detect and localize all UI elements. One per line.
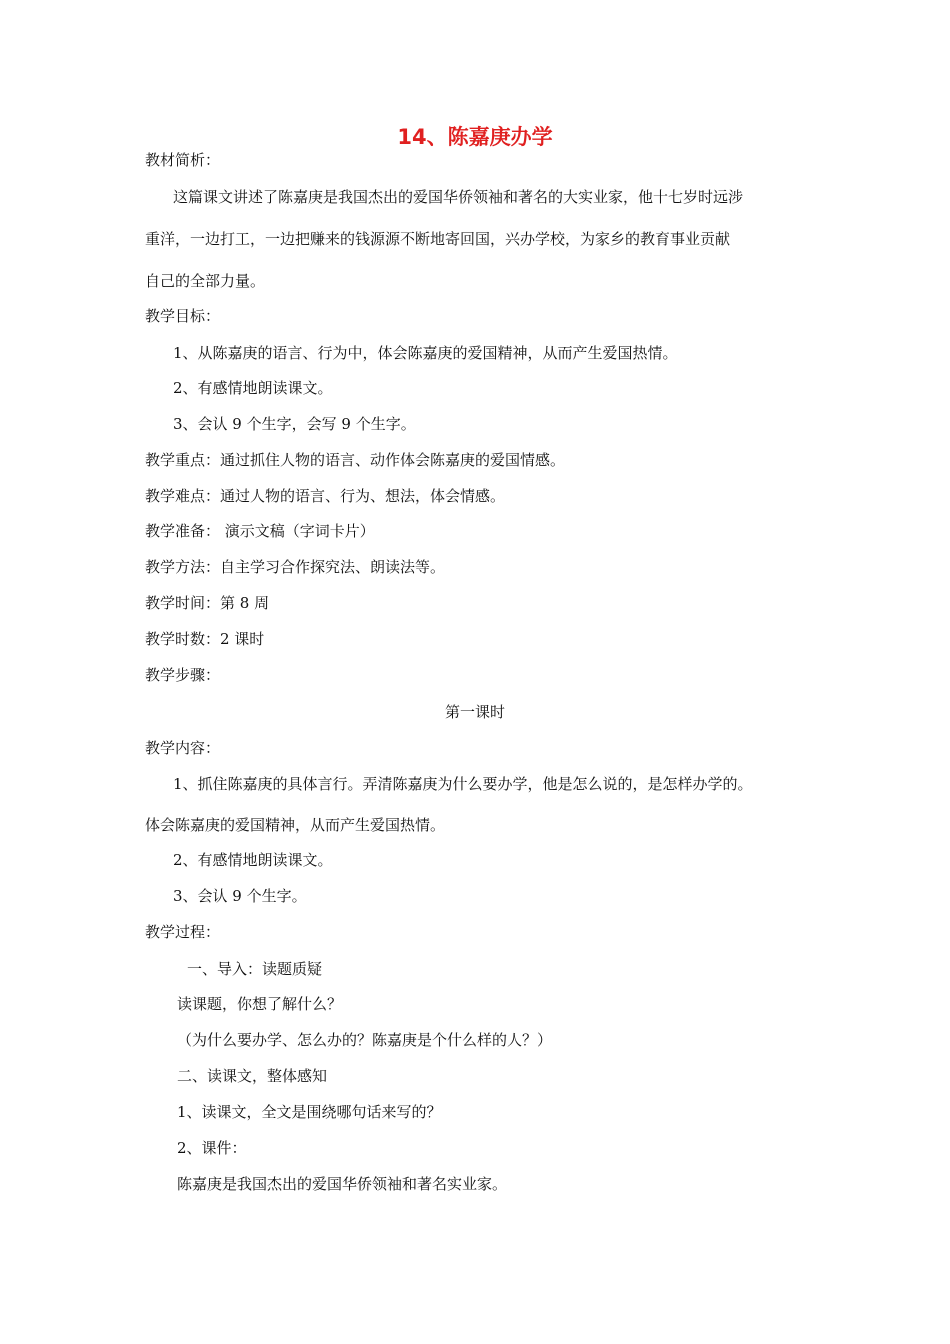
process-step-heading: 一、导入：读题质疑 [187, 960, 323, 978]
section-label-goals: 教学目标： [145, 307, 221, 325]
process-text: 陈嘉庚是我国杰出的爱国华侨领袖和著名实业家。 [177, 1175, 508, 1193]
content-item: 1、抓住陈嘉庚的具体言行。弄清陈嘉庚为什么要办学，他是怎么说的，是怎样办学的。 [173, 775, 753, 793]
process-text: （为什么要办学、怎么办的？陈嘉庚是个什么样的人？） [177, 1031, 553, 1049]
time-line: 教学时间：第 8 周 [145, 594, 270, 612]
goal-item: 2、有感情地朗读课文。 [173, 379, 333, 397]
analysis-paragraph-line: 自己的全部力量。 [145, 272, 266, 290]
process-text: 2、课件： [177, 1139, 247, 1157]
analysis-paragraph-line: 这篇课文讲述了陈嘉庚是我国杰出的爱国华侨领袖和著名的大实业家，他十七岁时远涉 [173, 188, 744, 206]
process-step-heading: 二、读课文，整体感知 [177, 1067, 328, 1085]
preparation-line: 教学准备： 演示文稿（字词卡片） [145, 522, 375, 540]
section-label-content: 教学内容： [145, 739, 221, 757]
section-label-steps: 教学步骤： [145, 666, 221, 684]
content-item: 2、有感情地朗读课文。 [173, 851, 333, 869]
section-label-process: 教学过程： [145, 923, 221, 941]
process-text: 1、读课文，全文是围绕哪句话来写的？ [177, 1103, 442, 1121]
goal-item: 3、会认 9 个生字，会写 9 个生字。 [173, 415, 416, 433]
section-label-textbook-analysis: 教材简析： [145, 151, 221, 169]
lesson-heading: 第一课时 [444, 703, 505, 721]
goal-item: 1、从陈嘉庚的语言、行为中，体会陈嘉庚的爱国精神，从而产生爱国热情。 [173, 344, 678, 362]
content-item-continued: 体会陈嘉庚的爱国精神，从而产生爱国热情。 [145, 816, 446, 834]
key-points-line: 教学重点：通过抓住人物的语言、动作体会陈嘉庚的爱国情感。 [145, 451, 566, 469]
hours-line: 教学时数：2 课时 [145, 630, 265, 648]
content-item: 3、会认 9 个生字。 [173, 887, 307, 905]
analysis-paragraph-line: 重洋，一边打工，一边把赚来的钱源源不断地寄回国，兴办学校，为家乡的教育事业贡献 [145, 230, 731, 248]
process-text: 读课题，你想了解什么？ [177, 995, 343, 1013]
difficult-points-line: 教学难点：通过人物的语言、行为、想法，体会情感。 [145, 487, 506, 505]
method-line: 教学方法：自主学习合作探究法、朗读法等。 [145, 558, 446, 576]
page-title: 14、陈嘉庚办学 [397, 125, 553, 149]
